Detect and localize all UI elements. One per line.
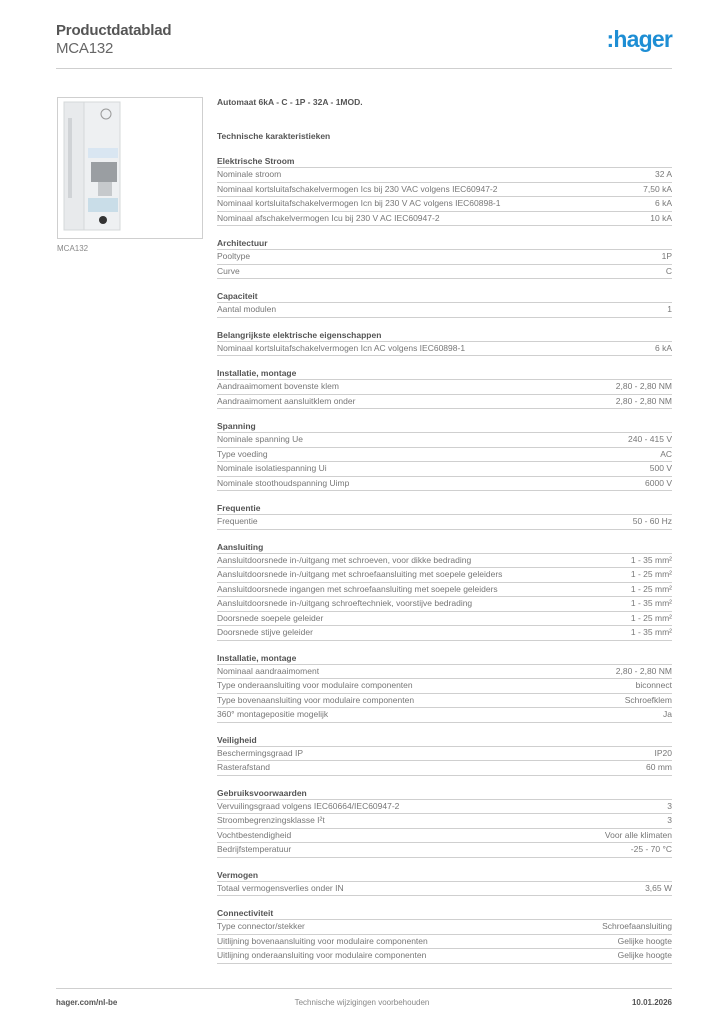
spec-value: 6000 V — [645, 477, 672, 488]
spec-label: Rasterafstand — [217, 762, 270, 772]
spec-label: Aandraaimoment bovenste klem — [217, 381, 339, 391]
spec-row — [217, 829, 672, 844]
spec-label: Nominale stoothoudspanning Uimp — [217, 477, 350, 488]
spec-row — [217, 265, 672, 280]
spec-value: 1 - 35 mm² — [630, 627, 672, 637]
spec-row — [217, 920, 672, 935]
spec-label: Nominaal kortsluitafschakelvermogen Icn bij 230 V AC volgens IEC60898-1 — [217, 198, 501, 208]
spec-row — [217, 250, 672, 265]
footer-website[interactable]: hager.com/nl-be — [56, 998, 118, 1007]
spec-value: 1 - 35 mm² — [630, 598, 672, 608]
spec-value: 32 A — [654, 169, 672, 179]
spec-row — [217, 433, 672, 448]
spec-label: Aansluitdoorsnede in-/uitgang schroeftechniek, voorstijve bedrading — [217, 598, 473, 608]
spec-value: IP20 — [654, 747, 672, 758]
spec-label: Doorsnede stijve geleider — [217, 627, 313, 637]
section-title: Spanning — [217, 420, 672, 433]
section-title: Veiligheid — [217, 734, 672, 747]
spec-row — [217, 515, 672, 530]
spec-label: Uitlijning onderaansluiting voor modulaire componenten — [217, 950, 427, 960]
spec-value: Gelijke hoogte — [617, 950, 672, 960]
spec-value: 1 - 35 mm² — [630, 554, 672, 565]
footer-disclaimer: Technische wijzigingen voorbehouden — [294, 998, 430, 1007]
spec-section — [217, 541, 672, 641]
spec-label: Nominaal kortsluitafschakelvermogen Icn AC volgens IEC60898-1 — [217, 342, 466, 353]
spec-row — [217, 168, 672, 183]
spec-value: 6 kA — [654, 198, 672, 208]
spec-row — [217, 949, 672, 964]
spec-row — [217, 814, 672, 829]
circuit-breaker-icon — [58, 98, 202, 238]
spec-value: 500 V — [649, 463, 672, 473]
spec-section — [217, 734, 672, 776]
spec-row — [217, 554, 672, 569]
section-title: Gebruiksvoorwaarden — [217, 787, 672, 800]
spec-label: Type onderaansluiting voor modulaire componenten — [217, 680, 413, 690]
spec-value: 60 mm — [646, 762, 672, 772]
spec-value: Ja — [663, 709, 672, 719]
spec-row — [217, 800, 672, 815]
section-title: Installatie, montage — [217, 652, 672, 665]
spec-label: Aansluitdoorsnede in-/uitgang met schroefaansluiting met soepele geleiders — [217, 569, 503, 579]
spec-label: Type voeding — [217, 448, 268, 459]
spec-label: Uitlijning bovenaansluiting voor modulaire componenten — [217, 935, 428, 946]
spec-row — [217, 183, 672, 198]
footer-divider — [56, 988, 672, 989]
spec-label: Type bovenaansluiting voor modulaire componenten — [217, 694, 415, 705]
spec-value: Schroefaansluiting — [602, 921, 672, 931]
spec-section — [217, 652, 672, 723]
spec-value: 6 kA — [654, 342, 672, 353]
spec-value: AC — [660, 448, 672, 459]
spec-label: Doorsnede soepele geleider — [217, 612, 324, 623]
spec-row — [217, 395, 672, 410]
spec-value: 2,80 - 2,80 NM — [615, 395, 672, 406]
spec-label: Bedrijfstemperatuur — [217, 844, 292, 854]
spec-row — [217, 665, 672, 680]
spec-row — [217, 597, 672, 612]
section-title: Installatie, montage — [217, 367, 672, 380]
spec-label: Frequentie — [217, 516, 258, 526]
spec-row — [217, 303, 672, 318]
spec-row — [217, 679, 672, 694]
footer-date: 10.01.2026 — [631, 998, 672, 1007]
spec-value: 3,65 W — [645, 882, 672, 893]
spec-label: Nominale spanning Ue — [217, 434, 303, 444]
spec-label: Nominaal afschakelvermogen Icu bij 230 V AC IEC60947-2 — [217, 212, 440, 223]
spec-value: biconnect — [635, 680, 672, 690]
section-title: Belangrijkste elektrische eigenschappen — [217, 329, 672, 342]
spec-row — [217, 761, 672, 776]
section-title: Aansluiting — [217, 541, 672, 554]
spec-content — [217, 96, 672, 975]
document-title: Productdatablad — [56, 22, 172, 39]
product-description: Automaat 6kA - C - 1P - 32A - 1MOD. — [217, 97, 363, 107]
spec-value: 3 — [667, 800, 672, 811]
spec-value: 7,50 kA — [643, 183, 672, 194]
header-divider — [56, 68, 672, 69]
spec-label: Aansluitdoorsnede in-/uitgang met schroeven, voor dikke bedrading — [217, 554, 472, 565]
spec-value: 2,80 - 2,80 NM — [615, 381, 672, 391]
spec-row — [217, 626, 672, 641]
spec-section — [217, 237, 672, 279]
product-code: MCA132 — [56, 40, 114, 57]
section-title: Architectuur — [217, 237, 672, 250]
spec-row — [217, 448, 672, 463]
spec-label: Aansluitdoorsnede ingangen met schroefaansluiting met soepele geleiders — [217, 583, 498, 594]
spec-label: Totaal vermogensverlies onder IN — [217, 882, 344, 893]
spec-value: Schroefklem — [624, 694, 672, 705]
image-caption: MCA132 — [57, 244, 89, 253]
spec-row — [217, 935, 672, 950]
spec-sections — [217, 155, 672, 964]
spec-label: Vochtbestendigheid — [217, 829, 292, 840]
spec-value: 50 - 60 Hz — [632, 516, 672, 526]
spec-value: 2,80 - 2,80 NM — [615, 665, 672, 676]
spec-value: 1 - 25 mm² — [630, 583, 672, 594]
section-title: Elektrische Stroom — [217, 155, 672, 168]
spec-value: Voor alle klimaten — [604, 829, 672, 840]
spec-section — [217, 869, 672, 897]
spec-row — [217, 342, 672, 357]
spec-section — [217, 290, 672, 318]
spec-row — [217, 583, 672, 598]
spec-row — [217, 843, 672, 858]
spec-row — [217, 708, 672, 723]
section-title: Capaciteit — [217, 290, 672, 303]
spec-section — [217, 329, 672, 357]
spec-label: Vervuilingsgraad volgens IEC60664/IEC60947-2 — [217, 800, 400, 811]
spec-row — [217, 197, 672, 212]
spec-label: Nominaal kortsluitafschakelvermogen Ics bij 230 VAC volgens IEC60947-2 — [217, 183, 498, 194]
spec-label: Stroombegrenzingsklasse I²t — [217, 815, 325, 825]
spec-row — [217, 882, 672, 897]
hager-logo: :hager — [606, 26, 672, 52]
section-title: Frequentie — [217, 502, 672, 515]
spec-row — [217, 477, 672, 492]
spec-row — [217, 568, 672, 583]
spec-value: 240 - 415 V — [628, 434, 672, 444]
spec-label: 360° montagepositie mogelijk — [217, 709, 329, 719]
spec-section — [217, 787, 672, 858]
technical-characteristics-heading: Technische karakteristieken — [217, 131, 331, 141]
section-title: Connectiviteit — [217, 907, 672, 920]
spec-value: 10 kA — [650, 212, 672, 223]
spec-row — [217, 612, 672, 627]
spec-row — [217, 747, 672, 762]
spec-label: Aantal modulen — [217, 304, 277, 314]
spec-value: 1P — [661, 251, 672, 261]
spec-row — [217, 694, 672, 709]
spec-label: Aandraaimoment aansluitklem onder — [217, 395, 356, 406]
spec-label: Pooltype — [217, 251, 251, 261]
page-header — [56, 20, 672, 70]
spec-label: Nominale isolatiespanning Ui — [217, 463, 327, 473]
spec-value: Gelijke hoogte — [617, 935, 672, 946]
spec-label: Curve — [217, 265, 240, 276]
spec-value: 1 — [667, 304, 672, 314]
spec-label: Type connector/stekker — [217, 921, 305, 931]
spec-label: Nominaal aandraaimoment — [217, 665, 320, 676]
spec-section — [217, 907, 672, 964]
spec-row — [217, 380, 672, 395]
spec-section — [217, 502, 672, 530]
spec-section — [217, 367, 672, 409]
spec-value: 1 - 25 mm² — [630, 569, 672, 579]
spec-section — [217, 155, 672, 226]
spec-value: 3 — [667, 815, 672, 825]
section-title: Vermogen — [217, 869, 672, 882]
spec-section — [217, 420, 672, 491]
spec-label: Nominale stroom — [217, 169, 282, 179]
spec-label: Beschermingsgraad IP — [217, 747, 303, 758]
spec-row — [217, 462, 672, 477]
spec-row — [217, 212, 672, 227]
product-image — [57, 97, 203, 239]
spec-value: 1 - 25 mm² — [630, 612, 672, 623]
spec-value: -25 - 70 °C — [630, 844, 672, 854]
spec-value: C — [665, 265, 672, 276]
